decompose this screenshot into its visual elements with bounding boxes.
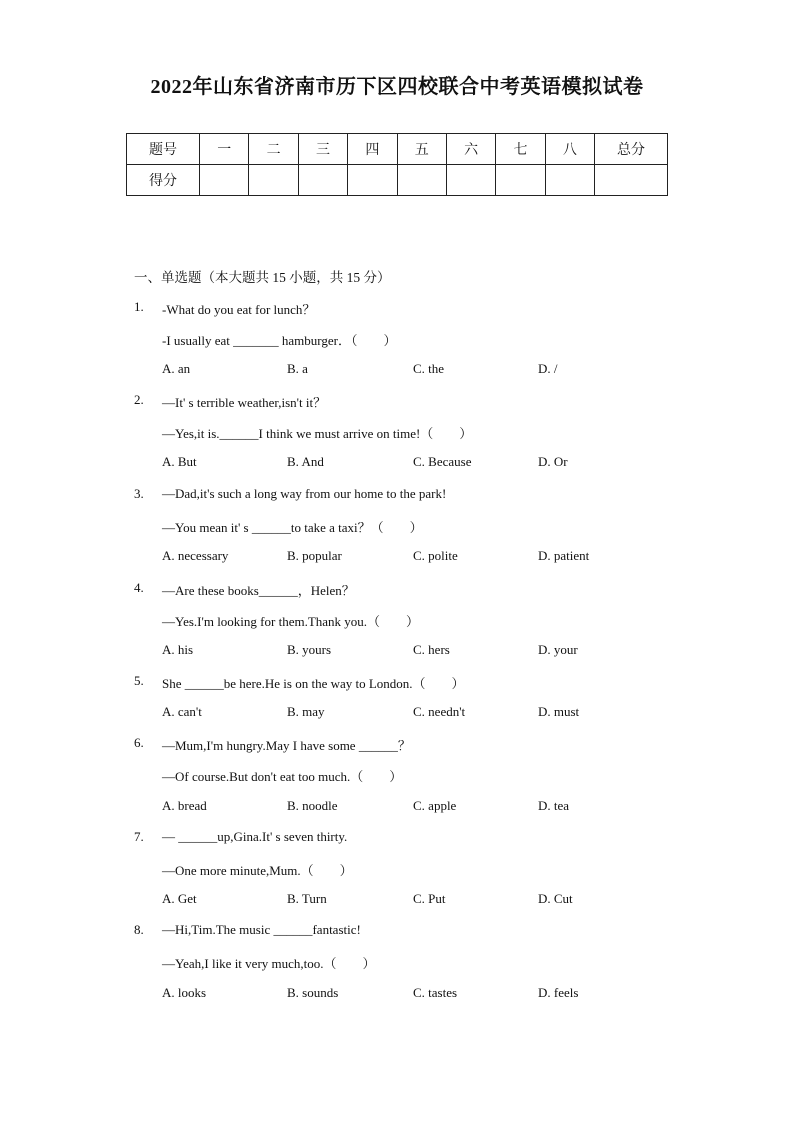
- option-a: A. an: [162, 361, 191, 376]
- option-d: D. must: [538, 704, 580, 719]
- option-a: A. his: [162, 642, 194, 657]
- question-line: —Yes.I'm looking for them.Thank you.（ ）: [162, 614, 420, 629]
- question-line: —You mean it' s ______to take a taxi？（ ）: [162, 520, 423, 535]
- option-c: C. needn't: [413, 704, 466, 719]
- option-b: B. Turn: [287, 891, 327, 906]
- exam-title: 2022年山东省济南市历下区四校联合中考英语模拟试卷: [150, 76, 644, 98]
- score-header-cell: 六: [446, 134, 495, 165]
- question-number: 5.: [134, 673, 144, 688]
- question-number: 6.: [134, 735, 144, 750]
- score-row-label: 得分: [127, 165, 200, 196]
- option-d: D. Cut: [538, 891, 573, 906]
- question-line: —One more minute,Mum.（ ）: [162, 863, 353, 878]
- option-c: C. hers: [413, 642, 450, 657]
- option-a: A. can't: [162, 704, 202, 719]
- question-line: — ______up,Gina.It' s seven thirty.: [162, 829, 348, 844]
- question-line: —Dad,it's such a long way from our home to the park!: [162, 486, 447, 501]
- option-b: B. yours: [287, 642, 332, 657]
- question-line: —Yes,it is.______I think we must arrive on time!（ ）: [162, 426, 473, 441]
- option-c: C. tastes: [413, 985, 458, 1000]
- option-b: B. noodle: [287, 798, 338, 813]
- option-d: D. /: [538, 361, 558, 376]
- option-c: C. Put: [413, 891, 446, 906]
- question-number: 7.: [134, 829, 144, 844]
- question-line: -I usually eat _______ hamburger．（ ）: [162, 333, 397, 348]
- score-cell: [298, 165, 347, 196]
- question-line: —Of course.But don't eat too much.（ ）: [162, 769, 403, 784]
- question-line: —Mum,I'm hungry.May I have some ______？: [162, 738, 411, 753]
- score-cell: [595, 165, 668, 196]
- question-line: She ______be here.He is on the way to London.（ ）: [162, 676, 465, 691]
- option-a: A. bread: [162, 798, 207, 813]
- question-number: 8.: [134, 922, 144, 937]
- option-c: C. apple: [413, 798, 457, 813]
- option-d: D. your: [538, 642, 578, 657]
- option-a: A. necessary: [162, 548, 229, 563]
- option-d: D. Or: [538, 454, 568, 469]
- option-c: C. Because: [413, 454, 472, 469]
- question-line: —Yeah,I like it very much,too.（ ）: [162, 956, 376, 971]
- option-d: D. patient: [538, 548, 590, 563]
- question-number: 2.: [134, 392, 144, 407]
- score-header-cell: 总分: [595, 134, 668, 165]
- option-c: C. polite: [413, 548, 458, 563]
- score-cell: [200, 165, 249, 196]
- score-cell: [496, 165, 545, 196]
- question-number: 1.: [134, 299, 144, 314]
- option-a: A. looks: [162, 985, 207, 1000]
- score-header-cell: 五: [397, 134, 446, 165]
- score-header-cell: 八: [545, 134, 594, 165]
- score-header-cell: 三: [298, 134, 347, 165]
- section-title: 一、单选题（本大题共 15 小题，共 15 分）: [134, 270, 391, 285]
- question-number: 3.: [134, 486, 144, 501]
- option-d: D. feels: [538, 985, 579, 1000]
- score-table-header-row: [127, 134, 668, 165]
- score-header-cell: 题号: [127, 134, 200, 165]
- score-cell: [348, 165, 397, 196]
- option-d: D. tea: [538, 798, 570, 813]
- question-line: —Hi,Tim.The music ______fantastic!: [162, 922, 361, 937]
- score-table-score-row: [127, 165, 668, 196]
- score-cell: [397, 165, 446, 196]
- option-a: A. Get: [162, 891, 197, 906]
- option-a: A. But: [162, 454, 197, 469]
- option-b: B. sounds: [287, 985, 339, 1000]
- question-line: -What do you eat for lunch？: [162, 302, 316, 317]
- score-header-cell: 七: [496, 134, 545, 165]
- option-b: B. may: [287, 704, 325, 719]
- score-header-cell: 一: [200, 134, 249, 165]
- question-line: —It' s terrible weather,isn't it？: [162, 395, 327, 410]
- score-cell: [249, 165, 298, 196]
- option-c: C. the: [413, 361, 445, 376]
- score-cell: [545, 165, 594, 196]
- score-table: [126, 133, 668, 196]
- score-header-cell: 四: [348, 134, 397, 165]
- question-line: —Are these books______，Helen？: [162, 583, 355, 598]
- score-cell: [446, 165, 495, 196]
- option-b: B. popular: [287, 548, 342, 563]
- score-header-cell: 二: [249, 134, 298, 165]
- question-number: 4.: [134, 580, 144, 595]
- option-b: B. And: [287, 454, 324, 469]
- option-b: B. a: [287, 361, 308, 376]
